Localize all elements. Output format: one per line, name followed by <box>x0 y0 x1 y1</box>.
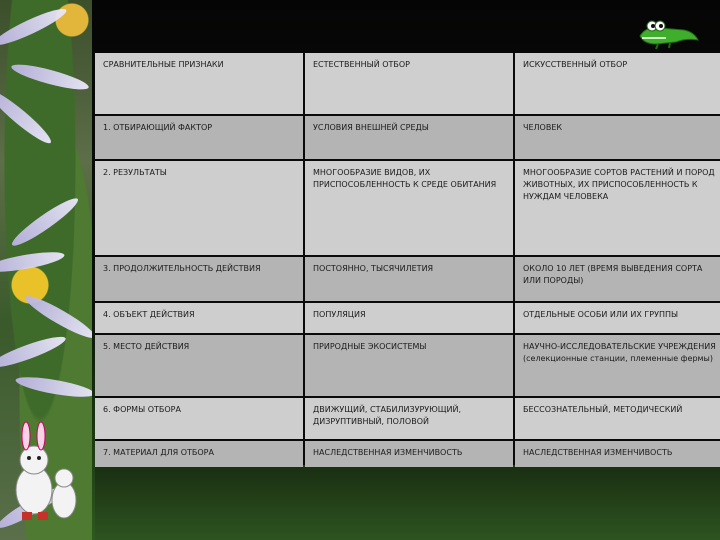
table-cell: МНОГООБРАЗИЕ СОРТОВ РАСТЕНИЙ И ПОРОД ЖИВОТНЫХ, ИХ ПРИСПОСОБЛЕННОСТЬ К НУЖДАМ ЧЕЛОВЕКА <box>515 161 720 255</box>
header-artificial-selection: ИСКУССТВЕННЫЙ ОТБОР <box>515 53 720 114</box>
table-cell: ПОСТОЯННО, ТЫСЯЧИЛЕТИЯ <box>305 257 513 301</box>
table-cell: ДВИЖУЩИЙ, СТАБИЛИЗУРУЮЩИЙ, ДИЗРУПТИВНЫЙ, ПОЛОВОЙ <box>305 398 513 439</box>
comparison-table <box>95 53 720 465</box>
table-cell: НАСЛЕДСТВЕННАЯ ИЗМЕНЧИВОСТЬ <box>515 441 720 479</box>
table-cell: НАСЛЕДСТВЕННАЯ ИЗМЕНЧИВОСТЬ <box>305 441 513 479</box>
table-cell: УСЛОВИЯ ВНЕШНЕЙ СРЕДЫ <box>305 116 513 159</box>
table-cell: 4. ОБЪЕКТ ДЕЙСТВИЯ <box>95 303 303 333</box>
table-cell: 5. МЕСТО ДЕЙСТВИЯ <box>95 335 303 396</box>
table-cell: ЧЕЛОВЕК <box>515 116 720 159</box>
table-cell: ПОПУЛЯЦИЯ <box>305 303 513 333</box>
table-cell: МНОГООБРАЗИЕ ВИДОВ, ИХ ПРИСПОСОБЛЕННОСТЬ К СРЕДЕ ОБИТАНИЯ <box>305 161 513 255</box>
bunny-icon <box>4 420 84 530</box>
table-cell: ОКОЛО 10 ЛЕТ (ВРЕМЯ ВЫВЕДЕНИЯ СОРТА ИЛИ ПОРОДЫ) <box>515 257 720 301</box>
table-cell: НАУЧНО-ИССЛЕДОВАТЕЛЬСКИЕ УЧРЕЖДЕНИЯ (селекционные станции, племенные фермы) <box>515 335 720 396</box>
header-natural-selection: ЕСТЕСТВЕННЫЙ ОТБОР <box>305 53 513 114</box>
table-cell: БЕССОЗНАТЕЛЬНЫЙ, МЕТОДИЧЕСКИЙ <box>515 398 720 439</box>
crocodile-icon <box>636 14 700 50</box>
table-cell: 7. МАТЕРИАЛ ДЛЯ ОТБОРА <box>95 441 303 479</box>
table-cell: ОТДЕЛЬНЫЕ ОСОБИ ИЛИ ИХ ГРУППЫ <box>515 303 720 333</box>
table-cell: 3. ПРОДОЛЖИТЕЛЬНОСТЬ ДЕЙСТВИЯ <box>95 257 303 301</box>
background-grass <box>95 467 720 540</box>
table-cell: 2. РЕЗУЛЬТАТЫ <box>95 161 303 255</box>
table-cell: 1. ОТБИРАЮЩИЙ ФАКТОР <box>95 116 303 159</box>
table-cell: ПРИРОДНЫЕ ЭКОСИСТЕМЫ <box>305 335 513 396</box>
header-features: СРАВНИТЕЛЬНЫЕ ПРИЗНАКИ <box>95 53 303 114</box>
table-cell: 6. ФОРМЫ ОТБОРА <box>95 398 303 439</box>
aster-flower-photo <box>0 0 92 540</box>
